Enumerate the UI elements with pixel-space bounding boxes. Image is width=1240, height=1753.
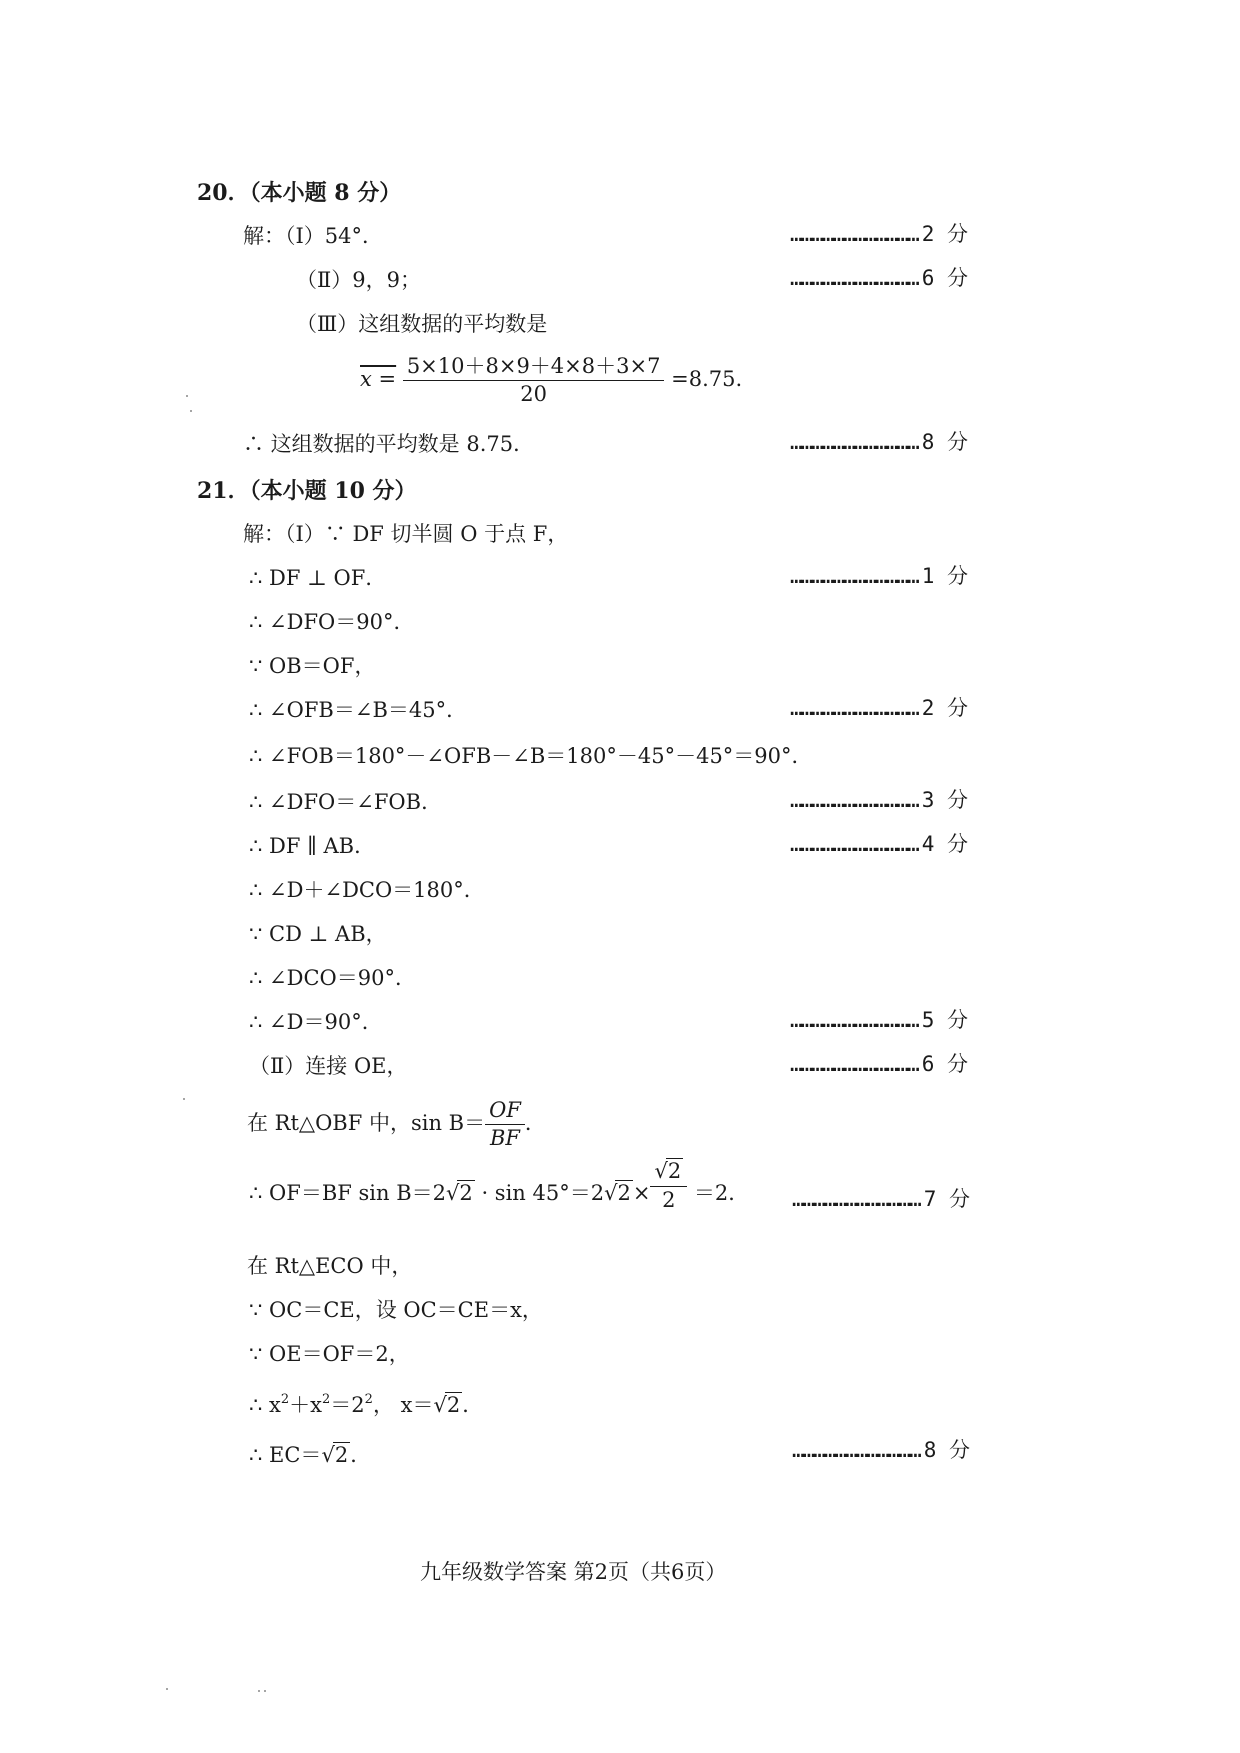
scan-speck: [166, 1688, 168, 1690]
sqrt-radicand: 2: [617, 1181, 631, 1206]
q21-x-equation: ∴ $x^2+x^2=2^2$， x＝√2．: [249, 1392, 484, 1417]
q21-line-7: ∴ ∠DFO＝∠FOB．: [249, 790, 443, 814]
mean-fraction: [403, 356, 665, 405]
q21-score-4: ……………………………… 4 分: [790, 832, 969, 856]
q20-part2: （Ⅱ）9，9；: [296, 268, 421, 292]
q20-part1: 解：（Ⅰ）54°．: [243, 224, 384, 248]
q21-line-13: （Ⅱ）连接 OE，: [249, 1054, 408, 1078]
q21-line-10: ∵ CD ⊥ AB，: [249, 922, 387, 946]
of-prefix: ∴ OF＝BF sin B＝2: [249, 1181, 446, 1206]
sqrt-radicand: 2: [446, 1393, 461, 1417]
sinb-prefix: 在 Rt△OBF 中，sin B＝: [247, 1111, 486, 1135]
x-eq-part: ＋x: [289, 1393, 323, 1417]
q21-line-6: ∴ ∠FOB＝180°－∠OFB－∠B＝180°－45°－45°＝90°．: [249, 744, 813, 768]
radical-sign: √: [446, 1181, 460, 1206]
q21-of-line: [249, 1159, 750, 1213]
q21-score-5: ……………………………… 5 分: [790, 1008, 969, 1032]
x-eq-part: ∴ x: [249, 1393, 281, 1417]
q21-line-2: ∴ DF ⊥ OF．: [249, 566, 387, 590]
sqrt-radicand: 2: [459, 1181, 473, 1206]
mean-denominator: 20: [520, 382, 547, 406]
sinb-numerator: OF: [489, 1098, 521, 1122]
x-eq-part: ＝2: [330, 1393, 365, 1417]
radical-sign: √: [433, 1393, 447, 1417]
ec-suffix: ．: [350, 1443, 372, 1467]
q20-conclusion: ∴ 这组数据的平均数是 8.75．: [243, 432, 535, 456]
q20-score-1: ……………………………… 2 分: [790, 222, 969, 246]
scan-speck: [186, 395, 188, 397]
x-eq-part: ， x＝: [372, 1393, 434, 1417]
q21-score-7: ……………………………… 7 分: [792, 1187, 971, 1211]
q20-part3: （Ⅲ）这组数据的平均数是: [296, 312, 548, 336]
q21-ec-line: [249, 1442, 371, 1467]
q21-score-6: ……………………………… 6 分: [790, 1052, 969, 1076]
q20-score-2: ……………………………… 6 分: [790, 266, 969, 290]
times-sign: ×: [632, 1181, 651, 1206]
q21-line-12: ∴ ∠D＝90°．: [249, 1010, 383, 1034]
scan-speck: [258, 1690, 260, 1692]
q21-sinb-line: [247, 1100, 546, 1149]
q21-score-8: ……………………………… 8 分: [792, 1438, 971, 1462]
q21-line-5: ∴ ∠OFB＝∠B＝45°．: [249, 698, 468, 722]
ec-prefix: ∴ EC＝: [249, 1443, 322, 1467]
mean-numerator: 5×10＋8×9＋4×8＋3×7: [406, 354, 661, 378]
of-suffix: ＝2．: [693, 1181, 750, 1206]
q21-line-11: ∴ ∠DCO＝90°．: [249, 966, 416, 990]
mean-lhs: x =: [360, 367, 397, 391]
q21-eco-line: 在 Rt△ECO 中，: [247, 1254, 413, 1278]
q21-line-1: 解：（Ⅰ）∵ DF 切半圆 O 于点 F，: [243, 522, 569, 546]
q21-oc-ce-line: ∵ OC＝CE，设 OC＝CE＝x，: [249, 1298, 543, 1322]
q21-line-9: ∴ ∠D＋∠DCO＝180°．: [249, 878, 485, 902]
radical-sign: √: [321, 1443, 335, 1467]
sqrt2-over-2: [650, 1158, 687, 1211]
q20-mean-formula: [360, 356, 742, 405]
scan-speck: [183, 1098, 185, 1100]
q20-heading: 20．（本小题 8 分）: [197, 180, 402, 206]
mean-rhs: =8.75.: [671, 367, 743, 391]
q21-heading: 21．（本小题 10 分）: [197, 478, 417, 504]
page-footer: 九年级数学答案 第2页（共6页）: [420, 1560, 727, 1584]
q21-line-4: ∵ OB＝OF，: [249, 654, 376, 678]
q21-score-1: ……………………………… 1 分: [790, 564, 969, 588]
q21-oe-of-line: ∵ OE＝OF＝2，: [249, 1342, 410, 1366]
q21-line-3: ∴ ∠DFO＝90°．: [249, 610, 415, 634]
frac-denominator: 2: [662, 1188, 676, 1213]
q21-score-2: ……………………………… 2 分: [790, 696, 969, 720]
q21-score-3: ……………………………… 3 分: [790, 788, 969, 812]
scan-speck: [264, 1690, 266, 1692]
sinb-fraction: [485, 1100, 525, 1149]
x-eq-part: ．: [462, 1393, 484, 1417]
q21-line-8: ∴ DF ∥ AB．: [249, 834, 376, 858]
sinb-denominator: BF: [490, 1126, 521, 1150]
radical-sign: √: [604, 1181, 618, 1206]
sinb-suffix: ．: [524, 1111, 546, 1135]
sqrt-radicand: 2: [334, 1443, 349, 1467]
frac-numerator: √2: [654, 1159, 682, 1183]
q20-score-3: ……………………………… 8 分: [790, 430, 969, 454]
scan-speck: [190, 410, 192, 412]
of-mid: · sin 45°＝2: [481, 1181, 605, 1206]
